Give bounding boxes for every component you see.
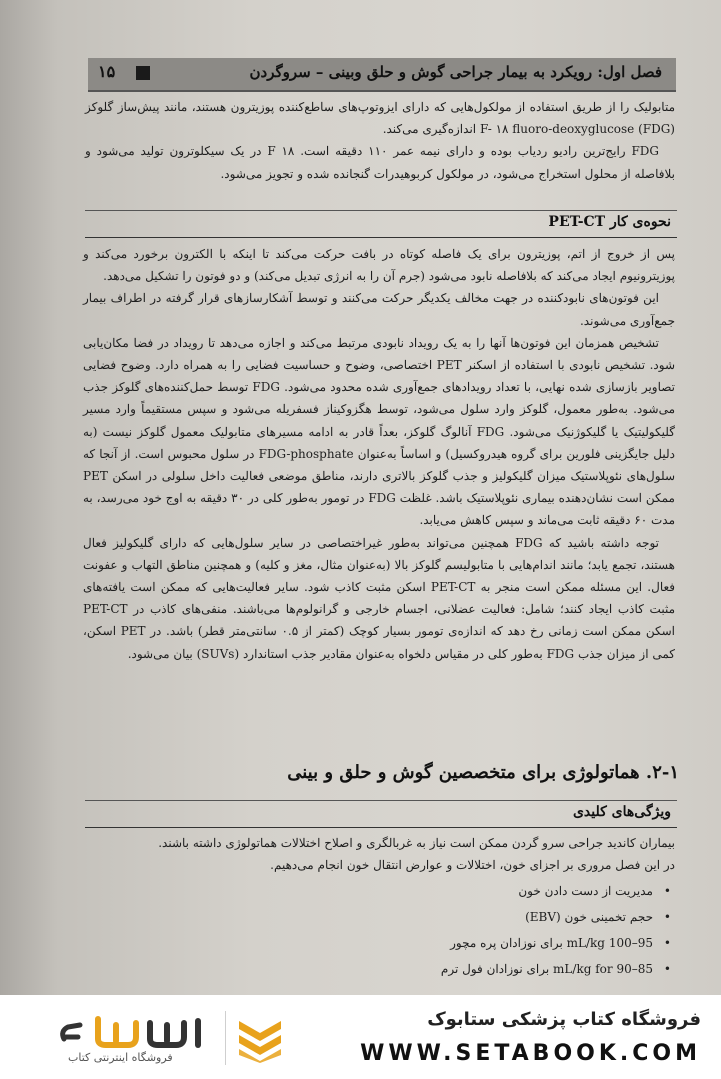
pet-ct-body bbox=[83, 243, 675, 665]
chapter-title: فصل اول: رویکرد به بیمار جراحی گوش و حلق وبینی – سروگردن bbox=[249, 63, 662, 81]
setabook-chevron-logo-icon bbox=[235, 1015, 285, 1063]
header-square-icon bbox=[136, 66, 150, 80]
store-name: فروشگاه کتاب پزشکی ستابوک bbox=[427, 1009, 701, 1030]
bullet-item: • حجم تخمینی خون (EBV) bbox=[73, 904, 673, 930]
body-paragraph: بیماران کاندید جراحی سرو گردن ممکن است نیاز به غربالگری و اصلاح اختلالات هماتولوژی داشته باشند. bbox=[158, 836, 675, 850]
page-number: ۱۵ bbox=[98, 62, 116, 81]
logo-tagline: فروشگاه اینترنتی کتاب bbox=[68, 1051, 173, 1064]
bullet-item: • مدیریت از دست دادن خون bbox=[73, 878, 673, 904]
store-website[interactable] bbox=[360, 1041, 701, 1066]
bullet-item: • 85–90 mL/kg for برای نوزادان فول ترم bbox=[73, 956, 673, 982]
footer-divider bbox=[225, 1011, 226, 1065]
chapter-header bbox=[88, 58, 676, 92]
bullet-list bbox=[73, 878, 673, 982]
intro-text bbox=[85, 96, 675, 185]
intro-paragraph: FDG رایج‌ترین رادیو ردیاب بوده و دارای نیمه عمر ۱۱۰ دقیقه است. F ۱۸ در یک سیکلوترون تولید می‌شود و بلافاصله از محلول استخراج می‌شود، در مولکول کربوهیدرات گنجانده شده و تجویز می‌شود. bbox=[85, 144, 675, 181]
subsection-heading-bar bbox=[85, 210, 677, 238]
body-paragraph: در این فصل مروری بر اجزای خون، اختلالات و عوارض انتقال خون انجام می‌دهیم. bbox=[270, 858, 675, 873]
website-text: WWW.SETABOOK.COM bbox=[360, 1041, 701, 1066]
section-title: ۲-۱. هماتولوژی برای متخصصین گوش و حلق و بینی bbox=[287, 762, 679, 783]
key-features-heading-bar bbox=[85, 800, 677, 828]
setabook-wordmark-icon bbox=[58, 1011, 218, 1051]
intro-paragraph: متابولیک را از طریق استفاده از مولکول‌هایی که دارای ایزوتوپ‌های ساطع‌کننده پوزیترون هستند، مانند پیش‌ساز گلوکز F- ۱۸ fluoro-deoxyglucose (FDG) اندازه‌گیری می‌کند. bbox=[85, 100, 675, 137]
key-features-text bbox=[75, 832, 675, 876]
subsection-title: نحوه‌ی کار PET-CT bbox=[548, 214, 671, 230]
key-features-title: ویژگی‌های کلیدی bbox=[572, 804, 671, 820]
body-paragraph: توجه داشته باشید که FDG همچنین می‌تواند به‌طور غیراختصاصی در سایر سلول‌هایی که دارای گلیکولیز فعال هستند، تجمع یابد؛ مانند اندام‌هایی با متابولیسم گلوکز بالا (به‌عنوان مثال، مغز و کلیه) و همچنین مناطق التهاب و عفونت فعال. این مسئله ممکن است منجر به PET-CT اسکن مثبت کاذب شود. سایر فعالیت‌هایی که ممکن است یافته‌های مثبت کاذب ایجاد کنند؛ شامل: فعالیت عضلانی، اجسام خارجی و گرانولوم‌ها می‌باشند. منفی‌های کاذب در PET-CT اسکن ممکن است زمانی رخ دهد که اندازه‌ی تومور بسیار کوچک (کمتر از ۰.۵ سانتی‌متر قطر) باشد. در PET اسکن، کمی از میزان جذب FDG به‌طور کلی در مقیاس دلخواه به‌عنوان مقادیر جذب استاندارد (SUVs) بیان می‌شود. bbox=[83, 535, 675, 661]
body-paragraph: پس از خروج از اتم، پوزیترون برای یک فاصله کوتاه در بافت حرکت می‌کند تا اینکه با الکترون برخورد می‌کند و پوزیترونیوم ایجاد می‌کند که بلافاصله نابود می‌شود (جرم آن را به انرژی تبدیل می‌کند) و دو فوتون را تشکیل می‌دهد. bbox=[83, 247, 675, 284]
store-watermark-footer bbox=[0, 995, 721, 1079]
bullet-item: • 95–100 mL/kg برای نوزادان پره مچور bbox=[73, 930, 673, 956]
body-paragraph: تشخیص همزمان این فوتون‌ها آنها را به یک رویداد نابودی مرتبط می‌کند و اجازه می‌دهد تا رویداد در فضا مکان‌یابی شود. تشخیص نابودی با استفاده از اسکنر PET اختصاصی، وضوح و حساسیت فضایی را به همراه دارد. وضوح فضایی تصاویر بازسازی شده نهایی، با تعداد رویدادهای جمع‌آوری شده محدود می‌شود. FDG توسط حمل‌کننده‌های گلوکز جذب می‌شود. به‌طور معمول، گلوکز وارد سلول می‌شود، توسط هگزوکیناز فسفریله می‌شود و سپس مستقیماً وارد مسیر گلیکولیتیک یا گلیکوژنیک می‌شود. FDG آنالوگ گلوکز، بعداً قادر به ادامه مسیرهای متابولیک معمول گلوکز نیست (به دلیل جایگزینی فلورین برای گروه هیدروکسیل) و اساساً به‌عنوان FDG-phosphate در سلول محبوس است. از آنجا که سلول‌های نئوپلاستیک میزان گلیکولیز و جذب گلوکز بالاتری دارند، مناطق موضعی فعالیت داخل سلولی در اسکن PET ممکن است نشان‌دهنده بیماری نئوپلاستیک باشد. غلظت FDG در تومور به‌طور کلی در ۳۰ دقیقه به اوج خود می‌رسد، به مدت ۶۰ دقیقه ثابت می‌ماند و سپس کاهش می‌یابد. bbox=[83, 335, 676, 528]
body-paragraph: این فوتون‌های نابودکننده در جهت مخالف یکدیگر حرکت می‌کنند و توسط آشکارسازهای قرار گرفته در اطراف بیمار جمع‌آوری می‌شوند. bbox=[83, 291, 675, 328]
